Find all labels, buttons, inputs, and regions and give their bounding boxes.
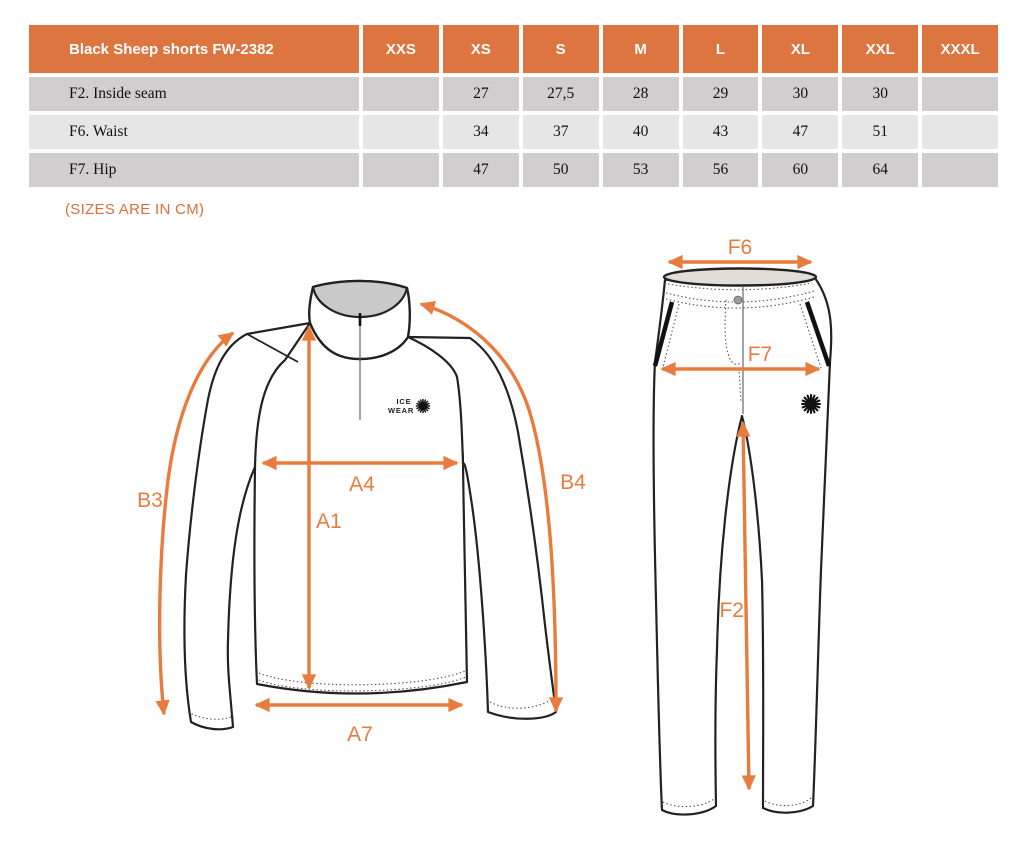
size-header-xxs: XXS xyxy=(363,25,439,73)
table-cell: 27,5 xyxy=(523,77,599,111)
table-cell: 40 xyxy=(603,115,679,149)
table-cell: 34 xyxy=(443,115,519,149)
table-cell: 29 xyxy=(683,77,759,111)
table-cell: 51 xyxy=(842,115,918,149)
shirt-label-b4: B4 xyxy=(560,471,586,494)
table-cell: 37 xyxy=(523,115,599,149)
table-cell: 47 xyxy=(443,153,519,187)
table-cell: 28 xyxy=(603,77,679,111)
shirt-diagram xyxy=(137,281,586,746)
row-label-waist: F6. Waist xyxy=(29,115,359,149)
size-header-s: S xyxy=(523,25,599,73)
table-cell: 27 xyxy=(443,77,519,111)
snowflake-icon xyxy=(417,400,430,413)
logo-text-ice: ICE xyxy=(396,397,412,406)
size-header-xxxl: XXXL xyxy=(922,25,998,73)
row-label-hip: F7. Hip xyxy=(29,153,359,187)
table-cell: 47 xyxy=(762,115,838,149)
table-cell: 30 xyxy=(842,77,918,111)
units-note: (SIZES ARE IN CM) xyxy=(65,201,205,218)
pants-diagram xyxy=(653,236,831,815)
waist-button xyxy=(734,296,742,304)
logo-text-wear: WEAR xyxy=(387,406,415,415)
pants-label-f6: F6 xyxy=(727,236,753,259)
size-header-xl: XL xyxy=(762,25,838,73)
shirt-label-a4: A4 xyxy=(349,473,375,496)
shirt-body xyxy=(254,323,467,694)
size-header-xs: XS xyxy=(443,25,519,73)
table-cell: 60 xyxy=(762,153,838,187)
snowflake-icon xyxy=(802,395,820,413)
pants-label-f7: F7 xyxy=(747,343,773,366)
table-cell: 50 xyxy=(523,153,599,187)
shirt-label-a7: A7 xyxy=(347,723,373,746)
table-cell: 43 xyxy=(683,115,759,149)
table-cell: 56 xyxy=(683,153,759,187)
table-cell: 64 xyxy=(842,153,918,187)
pants-waist-opening xyxy=(664,269,816,286)
table-title: Black Sheep shorts FW-2382 xyxy=(29,25,359,73)
size-header-xxl: XXL xyxy=(842,25,918,73)
table-cell: 53 xyxy=(603,153,679,187)
table-cell: 30 xyxy=(762,77,838,111)
pants-label-f2: F2 xyxy=(719,599,744,622)
size-header-l: L xyxy=(683,25,759,73)
pants-outline xyxy=(653,272,831,814)
shirt-label-a1: A1 xyxy=(316,510,342,533)
size-header-m: M xyxy=(603,25,679,73)
row-label-inside-seam: F2. Inside seam xyxy=(29,77,359,111)
shirt-label-b3: B3 xyxy=(137,489,163,512)
